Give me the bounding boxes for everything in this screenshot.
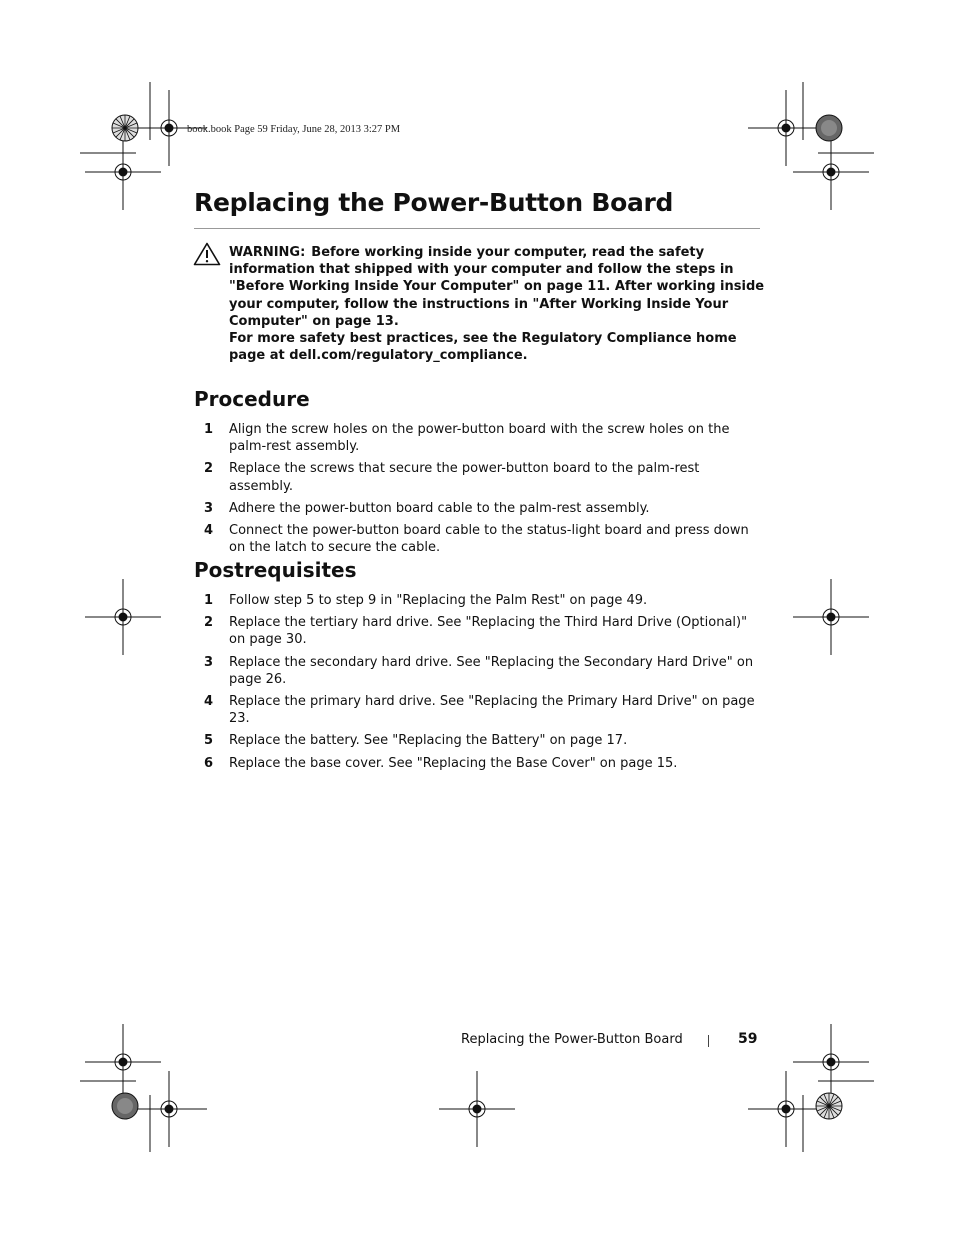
- registration-mark-icon: [791, 132, 871, 212]
- step-text: Align the screw holes on the power-button board with the screw holes on the palm-rest assembly.: [229, 422, 730, 455]
- color-target-icon: [815, 114, 843, 142]
- title-divider: [194, 228, 760, 229]
- procedure-heading: Procedure: [194, 387, 310, 411]
- list-item: [194, 654, 760, 688]
- list-item: [194, 460, 760, 494]
- color-target-icon: [111, 1092, 139, 1120]
- warning-notice: [229, 244, 769, 364]
- step-number: 2: [204, 461, 214, 477]
- footer-section-title: Replacing the Power-Button Board: [461, 1032, 683, 1047]
- list-item: [194, 614, 760, 648]
- list-item: [194, 421, 760, 455]
- step-number: 3: [204, 654, 214, 670]
- warning-triangle-icon: [193, 242, 221, 266]
- step-text: Connect the power-button board cable to the status-light board and press down on the latch to secure the cable.: [229, 523, 749, 556]
- warning-label: WARNING:: [229, 245, 306, 260]
- registration-mark-icon: [437, 1069, 517, 1149]
- list-item: [194, 755, 760, 772]
- step-text: Follow step 5 to step 9 in "Replacing the Palm Rest" on page 49.: [229, 593, 648, 608]
- step-text: Replace the base cover. See "Replacing the Base Cover" on page 15.: [229, 755, 678, 771]
- registration-mark-icon: [83, 577, 163, 657]
- page-title: Replacing the Power-Button Board: [194, 188, 674, 217]
- postrequisites-heading: Postrequisites: [194, 558, 357, 582]
- list-item: [194, 522, 760, 556]
- step-text: Replace the primary hard drive. See "Replacing the Primary Hard Drive" on page 23.: [229, 694, 755, 727]
- step-number: 1: [204, 422, 214, 437]
- registration-mark-icon: [129, 1069, 209, 1149]
- procedure-steps: [194, 421, 760, 561]
- warning-text: Before working inside your computer, read the safety information that shipped with your computer and follow the steps in "Before Working Inside Your Computer" on page 11. After working inside your computer, follow the instructions in "After Working Inside Your Computer" on page 13.: [229, 245, 765, 329]
- step-text: Replace the screws that secure the power-button board to the palm-rest assembly.: [229, 461, 700, 494]
- step-text: Replace the battery. See "Replacing the Battery" on page 17.: [229, 733, 628, 749]
- step-number: 3: [204, 500, 214, 516]
- list-item: [194, 693, 760, 727]
- registration-mark-icon: [791, 577, 871, 657]
- step-number: 4: [204, 694, 214, 710]
- step-number: 5: [204, 733, 214, 749]
- step-number: 1: [204, 593, 214, 608]
- step-number: 6: [204, 755, 214, 771]
- postrequisites-steps: [194, 592, 760, 777]
- footer-divider: [708, 1035, 709, 1047]
- page-number: 59: [738, 1031, 758, 1047]
- step-number: 2: [204, 615, 214, 631]
- step-text: Adhere the power-button board cable to the palm-rest assembly.: [229, 500, 650, 516]
- star-target-icon: [111, 114, 139, 142]
- print-header: book.book Page 59 Friday, June 28, 2013 3:27 PM: [187, 124, 401, 135]
- step-text: Replace the tertiary hard drive. See "Replacing the Third Hard Drive (Optional)" on page 30.: [229, 615, 748, 648]
- warning-safety-text: For more safety best practices, see the Regulatory Compliance home page at dell.com/regulatory_compliance.: [229, 331, 737, 364]
- registration-mark-icon: [746, 1069, 826, 1149]
- list-item: [194, 500, 760, 517]
- list-item: [194, 732, 760, 749]
- step-text: Replace the secondary hard drive. See "Replacing the Secondary Hard Drive" on page 26.: [229, 654, 754, 687]
- registration-mark-icon: [83, 132, 163, 212]
- star-target-icon: [815, 1092, 843, 1120]
- step-number: 4: [204, 523, 214, 539]
- list-item: [194, 592, 760, 609]
